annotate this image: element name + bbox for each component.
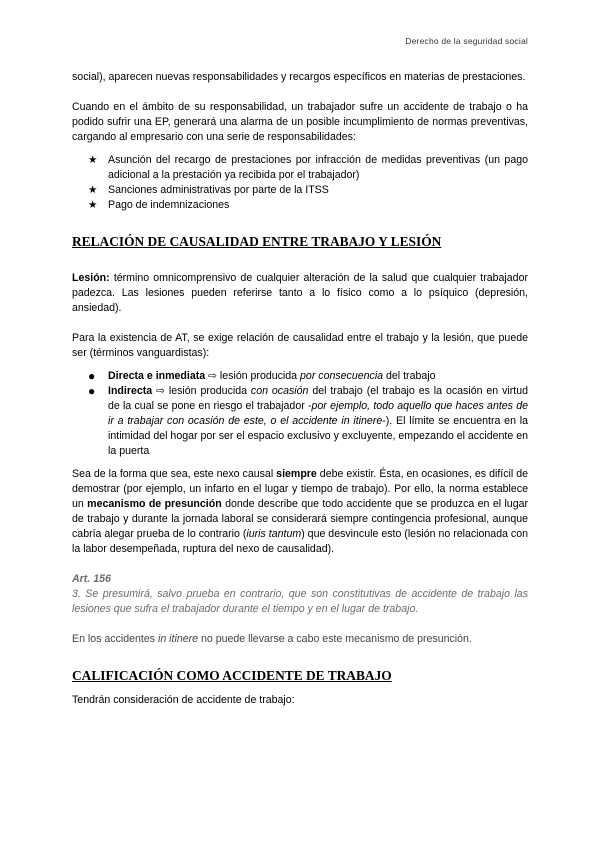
list-item-text: Sanciones administrativas por parte de la ITSS	[108, 184, 329, 196]
causality-types-list	[72, 369, 528, 459]
emphasis-in-itinere: in itinere	[157, 633, 199, 645]
text-span: donde describe que todo accidente que se produzca en el lugar de trabajo y durante la jornada laboral se considerará siempre contingencia profesional, aunque cabría alegar prueba de lo contrario (	[72, 498, 529, 540]
list-item-emphasis: por ejemplo, todo aquello que haces antes de ir a trabajar con ocasión de este, o el accidente in itinere	[108, 400, 528, 427]
list-item	[72, 153, 528, 183]
list-item	[72, 183, 528, 198]
emphasis-mecanismo: mecanismo de presunción	[87, 498, 222, 510]
star-bullet-icon: ★	[88, 184, 98, 196]
list-item-text: Pago de indemnizaciones	[108, 199, 230, 211]
paragraph-in-itinere	[72, 632, 528, 647]
bullet-icon: ●	[88, 369, 96, 383]
lesion-definition-text: término omnicomprensivo de cualquier alteración de la salud que cualquier trabajador padezca. Las lesiones pueden referirse tanto a lo físico como a lo psíquico (depresión, ansiedad).	[72, 272, 528, 314]
text-span: ) que desvincule esto (lesión no relacionada con la labor desempeñada, ruptura del nexo de causalidad).	[72, 528, 529, 555]
page-content	[72, 70, 528, 708]
list-item	[72, 384, 528, 459]
paragraph-lesion-definition	[72, 271, 528, 316]
paragraph-nexo-causal	[72, 467, 528, 557]
section-heading-calificacion: CALIFICACIÓN COMO ACCIDENTE DE TRABAJO	[72, 668, 392, 683]
list-item-emphasis: por consecuencia	[300, 370, 384, 382]
list-item-emphasis: con ocasión	[250, 385, 309, 397]
star-bullet-icon: ★	[88, 199, 98, 211]
term-directa: Directa e inmediata	[108, 370, 206, 382]
list-item-text: lesión producida	[219, 370, 301, 382]
responsibilities-list	[72, 153, 528, 213]
text-span: Sea de la forma que sea, este nexo causal	[72, 468, 277, 480]
text-span: no puede llevarse a cabo este mecanismo de presunción.	[198, 633, 472, 645]
article-text: 3. Se presumirá, salvo prueba en contrario, que son constitutivas de accidente de trabajo las lesiones que sufra el trabajador durante el tiempo y en el lugar de trabajo.	[72, 588, 528, 615]
paragraph-prestaciones: social), aparecen nuevas responsabilidades y recargos específicos en materias de prestaciones.	[72, 71, 526, 83]
list-item	[72, 369, 528, 384]
list-item-text: -). El límite se encuentra en la intimidad del hogar por ser el espacio exclusivo y excluyente, empezando el accidente en la puerta	[108, 415, 528, 457]
section-heading-causalidad: RELACIÓN DE CAUSALIDAD ENTRE TRABAJO Y LESIÓN	[72, 234, 442, 249]
article-title: Art. 156	[72, 573, 111, 585]
emphasis-siempre: siempre	[276, 468, 317, 480]
bullet-icon: ●	[88, 384, 96, 398]
text-span: debe existir. Ésta, en ocasiones, es difícil de demostrar (por ejemplo, un infarto en el lugar y tiempo de trabajo). Por ello, la norma establece un	[72, 468, 528, 510]
list-item-text: Asunción del recargo de prestaciones por infracción de medidas preventivas (un pago adicional a la prestación ya recibida por el trabajador)	[108, 154, 528, 181]
arrow-icon: ⇨	[205, 370, 220, 382]
list-item-text: lesión producida	[168, 385, 251, 397]
paragraph-responsabilidad: Cuando en el ámbito de su responsabilidad, un trabajador sufre un accidente de trabajo o ha podido sufrir una EP, generará una alarma de un posible incumplimiento de normas preventivas, cargando al empresario con una serie de responsabilidades:	[72, 101, 528, 143]
star-bullet-icon: ★	[88, 154, 98, 166]
list-item	[72, 198, 528, 213]
list-item-text: del trabajo (el trabajo es la ocasión en virtud de la cual se pone en riesgo el trabajador -	[108, 385, 528, 412]
emphasis-iuris-tantum: iuris tantum	[246, 528, 302, 540]
list-item-text: del trabajo	[383, 370, 436, 382]
text-span: En los accidentes	[72, 633, 158, 645]
paragraph-causalidad: Para la existencia de AT, se exige relación de causalidad entre el trabajo y la lesión, que puede ser (términos vanguardistas):	[72, 332, 528, 359]
running-header: Derecho de la seguridad social	[405, 36, 528, 46]
term-indirecta: Indirecta	[108, 385, 153, 397]
term-lesion: Lesión:	[72, 272, 110, 284]
paragraph-consideracion: Tendrán consideración de accidente de trabajo:	[72, 694, 295, 706]
arrow-icon: ⇨	[152, 385, 169, 397]
